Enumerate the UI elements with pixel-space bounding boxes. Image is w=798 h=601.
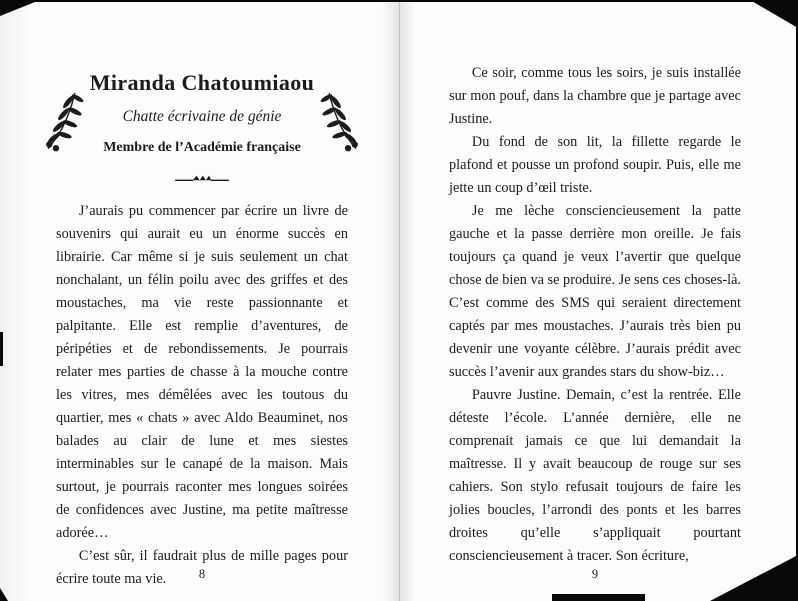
scan-corner-top-right <box>750 0 798 28</box>
page-gutter <box>399 0 400 601</box>
chapter-header <box>56 70 348 156</box>
page-left <box>56 0 348 601</box>
page-right <box>449 0 741 601</box>
chapter-title: Miranda Chatoumiaou <box>89 70 315 95</box>
scan-edge-left-mark <box>0 332 3 366</box>
paragraph: Ce soir, comme tous les soirs, je suis installée sur mon pouf, dans la chambre que je partage avec Justine. <box>449 65 741 127</box>
section-divider-ornament-icon <box>56 172 348 186</box>
right-page-number: 9 <box>591 567 599 581</box>
olive-branch-right-icon <box>304 86 362 152</box>
chapter-subtitle: Chatte écrivaine de génie <box>122 108 282 125</box>
left-page-body <box>56 200 348 591</box>
paragraph: Je me lèche consciencieusement la patte gauche et la passe derrière mon oreille. Je fais toujours ça quand je veux l’avertir que quelque chose de bien va se produire. Je sens ces choses-là. C’est comme des SMS qui seraient directement captés par mes moustaches. J’aurais très bien pu devenir une voyante célèbre. J’aurais prédit avec succès l’avenir aux grandes stars du show-biz… <box>449 203 741 380</box>
chapter-affiliation: Membre de l’Académie française <box>103 140 301 155</box>
scan-edge-bottom-bar <box>552 594 645 601</box>
scan-edge-top <box>0 0 798 2</box>
paragraph: J’aurais pu commencer par écrire un livre de souvenirs qui aurait eu un énorme succès en librairie. Car même si je suis seulement un chat nonchalant, un félin poilu avec des griffes et des moustaches, ma vie reste passionnante et palpitante. Elle est remplie d’aventures, de péripéties et de rebondissements. Je pourrais relater mes parties de chasse à la mouche contre les vitres, mes démêlées avec les toutous du quartier, mes « chats » avec Aldo Beauminet, nos balades au clair de lune et mes siestes interminables sur le canapé de la maison. Mais surtout, je pourrais raconter mes longues soirées de confidences avec Justine, ma petite maîtresse adorée… <box>56 203 348 541</box>
right-page-body <box>449 62 741 568</box>
paragraph: Pauvre Justine. Demain, c’est la rentrée. Elle déteste l’école. L’année dernière, elle ne comprenait jamais ce que lui demandait la maîtresse. Il y avait beaucoup de rouge sur ses cahiers. Son stylo refusait toujours de faire les jolies boucles, l’arrondi des ponts et les barres droites qu’elle s’appliquait pourtant consciencieusement à tracer. Son écriture, <box>449 387 741 564</box>
page-edge-shading <box>0 0 34 601</box>
olive-branch-left-icon <box>42 86 100 152</box>
left-page-number: 8 <box>198 567 206 581</box>
paragraph: C’est sûr, il faudrait plus de mille pages pour écrire toute ma vie. <box>56 548 348 587</box>
paragraph: Du fond de son lit, la fillette regarde le plafond et pousse un profond soupir. Puis, elle me jette un coup d’œil triste. <box>449 134 741 196</box>
